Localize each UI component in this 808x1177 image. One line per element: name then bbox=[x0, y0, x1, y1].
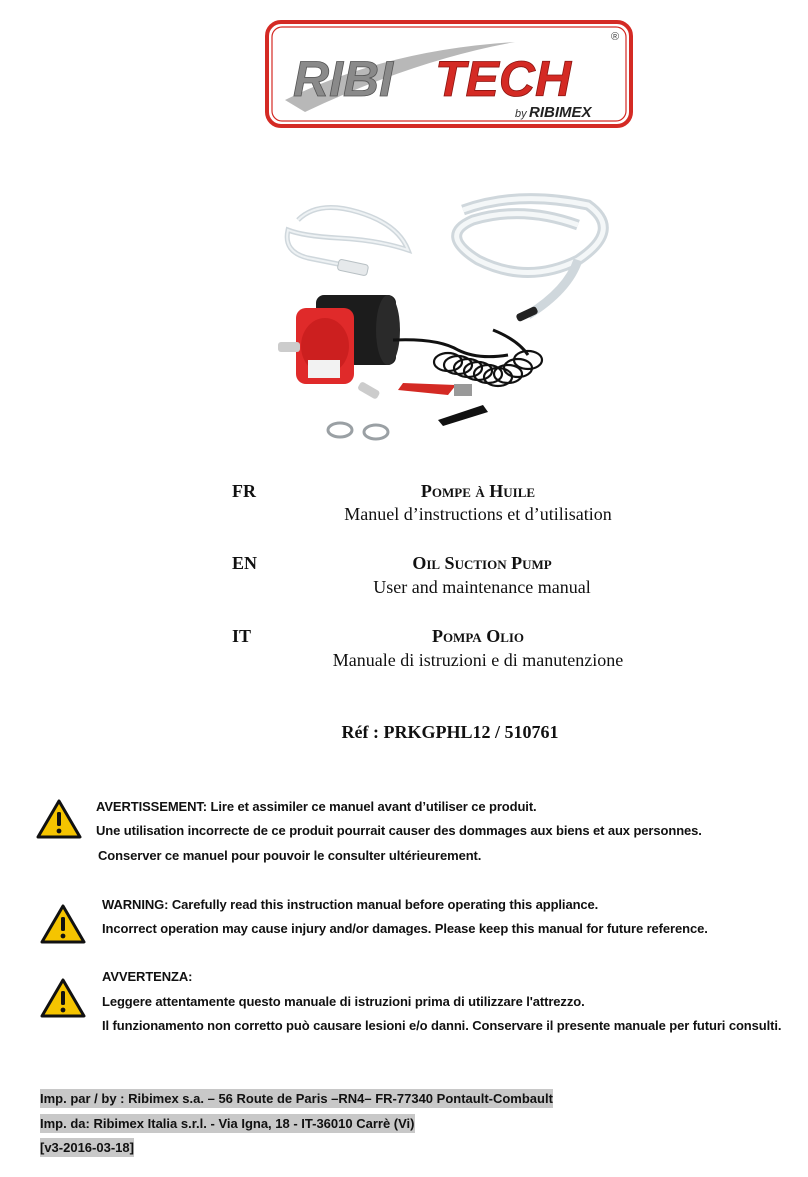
footer-importer-it: Imp. da: Ribimex Italia s.r.l. - Via Igna, 18 - IT-36010 Carrè (Vi) bbox=[40, 1116, 415, 1131]
lang-code-en: EN bbox=[232, 553, 258, 573]
title-it: Pompa Olio bbox=[431, 626, 525, 646]
warning-icon bbox=[40, 903, 86, 945]
subtitle-en: User and maintenance manual bbox=[373, 577, 591, 597]
title-en: Oil Suction Pump bbox=[412, 553, 552, 573]
footer-importer-fr: Imp. par / by : Ribimex s.a. – 56 Route de Paris –RN4– FR-77340 Pontault-Combault bbox=[40, 1091, 553, 1106]
lang-code-fr: FR bbox=[232, 481, 256, 501]
subtitle-fr: Manuel d’instructions et d’utilisation bbox=[344, 504, 612, 524]
footer-version: [v3-2016-03-18] bbox=[40, 1140, 134, 1155]
logo-graphic bbox=[265, 20, 633, 128]
ribitech-logo bbox=[265, 20, 633, 128]
warning-en-line-2: Incorrect operation may cause injury and/or damages. Please keep this manual for future reference. bbox=[102, 921, 708, 936]
warning-icon bbox=[36, 798, 82, 840]
logo-brand-part1: RIBI bbox=[293, 51, 393, 107]
warning-fr-line-3: Conserver ce manuel pour pouvoir le consulter ultérieurement. bbox=[98, 848, 482, 863]
product-reference: Réf : PRKGPHL12 / 510761 bbox=[341, 722, 559, 742]
warning-it-line-3: Il funzionamento non corretto può causare lesioni e/o danni. Conservare il presente manuale per futuri consulti. bbox=[102, 1018, 782, 1033]
subtitle-it: Manuale di istruzioni e di manutenzione bbox=[332, 650, 624, 670]
logo-byline-prefix: by bbox=[515, 108, 527, 120]
product-image bbox=[278, 190, 620, 450]
title-fr: Pompe à Huile bbox=[420, 481, 536, 501]
warning-fr-line-1: AVERTISSEMENT: Lire et assimiler ce manuel avant d’utiliser ce produit. bbox=[96, 799, 537, 814]
warning-fr-line-2: Une utilisation incorrecte de ce produit pourrait causer des dommages aux biens et aux personnes. bbox=[96, 823, 702, 838]
logo-byline-brand: RIBIMEX bbox=[529, 104, 592, 121]
warning-icon bbox=[40, 977, 86, 1019]
warning-it-line-1: AVVERTENZA: bbox=[102, 969, 193, 984]
oil-pump-illustration bbox=[278, 190, 620, 450]
registered-mark: ® bbox=[611, 31, 620, 43]
lang-code-it: IT bbox=[232, 626, 252, 646]
warning-it-line-2: Leggere attentamente questo manuale di istruzioni prima di utilizzare l'attrezzo. bbox=[102, 994, 585, 1009]
logo-brand-part2: TECH bbox=[435, 51, 572, 107]
warning-en-line-1: WARNING: Carefully read this instruction manual before operating this appliance. bbox=[102, 897, 599, 912]
